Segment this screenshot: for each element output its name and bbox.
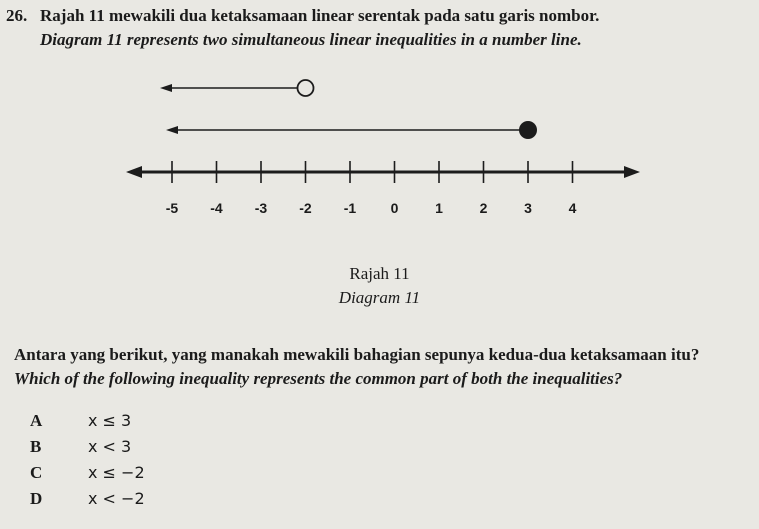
closed-endpoint [519,121,537,139]
diagram-caption-en: Diagram 11 [338,288,421,307]
open-endpoint [298,80,314,96]
question-text-en: Diagram 11 represents two simultaneous linear inequalities in a number line. [40,30,582,49]
diagram-caption-ms: Rajah 11 [349,264,410,283]
option-letter: B [30,437,42,456]
tick-label: -3 [254,200,268,216]
option-expression: x ≤ −2 [88,463,145,482]
tick-label: 2 [479,200,488,216]
option-expression: x < −2 [88,489,145,508]
tick-label: 1 [435,200,443,216]
tick-label: -1 [343,200,357,216]
tick-label: 4 [568,200,577,216]
tick-label: -5 [165,200,179,216]
inequality-2-ray [166,121,537,139]
axis-left-arrow [126,166,142,178]
tick-label: -2 [299,200,312,216]
tick-label: 3 [524,200,532,216]
axis-right-arrow [624,166,640,178]
number-line-labels [166,200,577,216]
option-letter: A [30,411,43,430]
ray-arrowhead [160,84,172,92]
option-expression: x < 3 [88,437,132,456]
inequality-1-ray [160,80,314,96]
prompt-text-ms: Antara yang berikut, yang manakah mewakili bahagian sepunya kedua-dua ketaksamaan itu? [14,345,700,364]
option-b[interactable] [30,437,131,457]
tick-label: 0 [390,200,399,216]
option-letter: C [30,463,43,482]
option-letter: D [30,489,43,508]
prompt-text-en: Which of the following inequality represents the common part of both the inequalities? [14,369,623,388]
number-line-diagram [0,0,759,260]
question-text-ms: Rajah 11 mewakili dua ketaksamaan linear serentak pada satu garis nombor. [40,6,600,25]
option-a[interactable] [30,411,131,431]
option-d[interactable] [30,489,145,509]
number-line-axis [126,166,640,178]
option-c[interactable] [30,463,145,483]
question-number: 26. [6,6,28,25]
option-expression: x ≤ 3 [88,411,132,430]
ray-arrowhead [166,126,178,134]
tick-label: -4 [210,200,223,216]
